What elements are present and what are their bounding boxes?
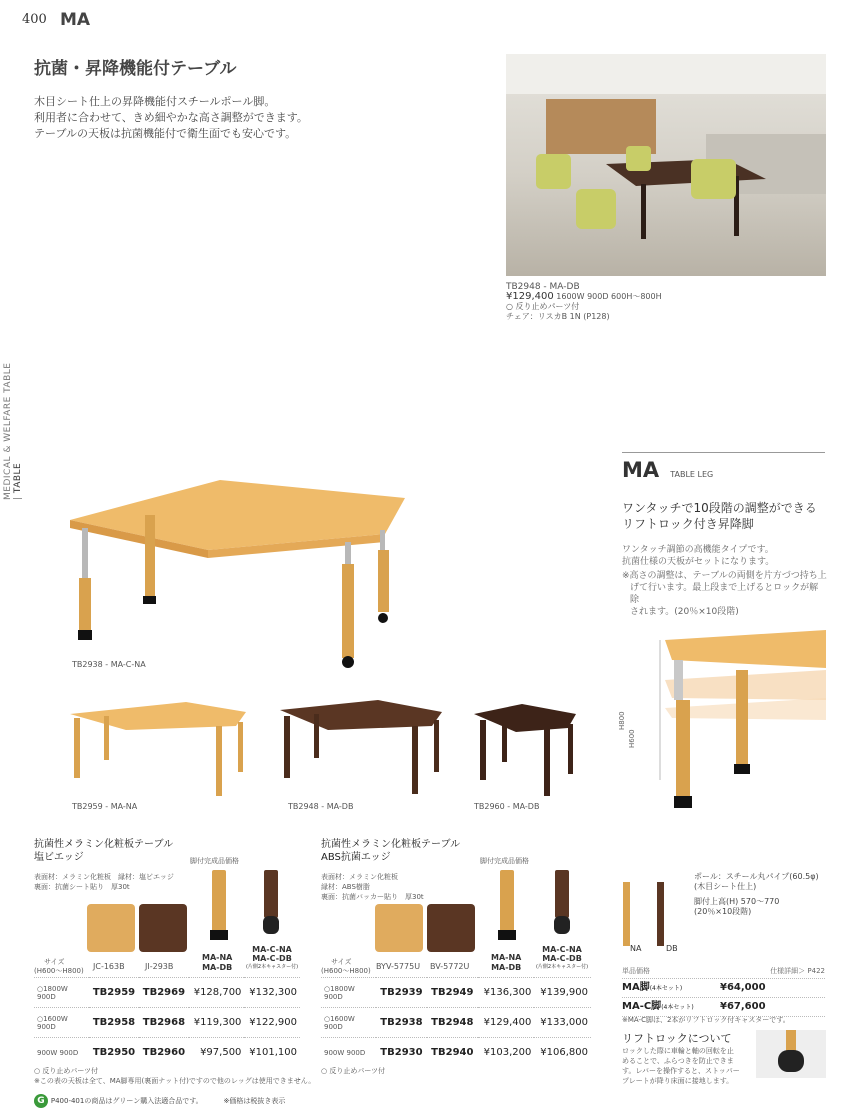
right-spec: 表面材：メラミン化粧板 縁材：ABS樹脂 裏面：抗菌バッカー貼り 厚30t [321,873,424,901]
leg-note: ※MA-C脚は、2本がリフトロック付キャスターです。 [622,1016,790,1024]
left-col4: MA-C-NA MA-C-DB (片側2本キャスター付) [245,945,299,970]
table-row: ○1800W 900D TB2959 TB2969 ¥128,700 ¥132,300 [34,978,300,1008]
leg-price-list: MA脚(4本セット) ¥64,000 MA-C脚(4本セット) ¥67,600 [622,978,825,1017]
liftlock-text: ロックした際に車輪と軸の回転を止 めることで、ふらつきを防止できま す。レバーを操作すると、ストッパー プレートが降り床面に接地します。 [622,1047,740,1085]
table-row: ○1600W 900D TB2958 TB2968 ¥119,300 ¥122,900 [34,1008,300,1038]
left-spec: 表面材：メラミン化粧板 縁材：塩ビエッジ 裏面：抗菌シート貼り 厚30t [34,873,174,891]
leg-description: ワンタッチ調節の高機能タイプです。 抗菌仕様の天板がセットになります。 ※高さの調整は、テーブルの両側を片方づつ持ち上 げて行います。最上段まで上げるとロックが解除 されます。(20％×10段階) [622,545,827,617]
swatch-dark [427,904,475,952]
right-footnote: ○ 反り止めパーツ付 [321,1067,386,1075]
leg-sample-na [623,882,630,946]
height-label-800: H800 [618,711,626,730]
table-illustration-db [278,698,446,798]
right-price-table [321,977,591,1068]
left-footnotes: ○ 反り止めパーツ付 ※この表の天板は全て、MA脚専用(裏面ナット付)ですので他のレッグは使用できません。 [34,1067,316,1085]
left-col2: JI-293B [145,962,174,971]
page-number: 400 [22,12,47,27]
table-illustration-na [66,700,251,800]
leg-header: MA TABLE LEG [622,458,714,482]
height-label-600: H600 [628,729,636,748]
leg-icon-ma [500,870,514,932]
right-price-header: 脚付完成品価格 [480,857,529,865]
table-row: ○1800W 900D TB2939 TB2949 ¥136,300 ¥139,900 [321,978,591,1008]
product-caption: TB2938 - MA-C-NA [72,660,146,669]
swatch-dark [139,904,187,952]
table-row: 900W 900D TB2930 TB2940 ¥103,200 ¥106,800 [321,1038,591,1068]
swatch-natural [375,904,423,952]
intro-text: 木目シート仕上の昇降機能付スチールポール脚。 利用者に合わせて、きめ細やかな高さ調整ができます。 テーブルの天板は抗菌機能付で衛生面でも安心です。 [34,95,308,140]
room-photo [506,54,826,276]
leg-icon-mac [264,870,278,918]
page-title: 抗菌・昇降機能付テーブル [34,59,237,79]
leg-icon-ma [212,870,226,932]
leg-headline: ワンタッチで10段階の調整ができる リフトロック付き昇降脚 [622,501,817,531]
product-caption: TB2948 - MA-DB [288,802,354,811]
product-caption: TB2959 - MA-NA [72,802,138,811]
right-col3: MA-NA MA-DB [491,953,522,972]
leg-icon-mac [555,870,569,918]
photo-caption: TB2948 - MA-DB ¥129,400 1600W 900D 600H～800H ○ 反り止めパーツ付 チェア：リスカB 1N (P128) [506,282,662,321]
product-caption: TB2960 - MA-DB [474,802,540,811]
left-table-title: 抗菌性メラミン化粧板テーブル 塩ビエッジ [34,839,174,863]
single-price-header: 単品価格 仕様詳細＞ P422 [622,967,825,975]
section-title: MA [60,10,91,30]
leg-sample-db [657,882,664,946]
liftlock-title: リフトロックについて [622,1032,732,1045]
leg-spec-text: ポール：スチール丸パイプ(60.5φ) (木目シート仕上) 脚付上高(H) 570～770 (20％×10段階) [694,872,819,916]
swatch-natural [87,904,135,952]
footer: G P400-401の商品はグリーン購入法適合品です。 ※価格は税抜き表示 [34,1094,285,1108]
right-table-title: 抗菌性メラミン化粧板テーブル ABS抗菌エッジ [321,839,461,863]
table-row: ○1600W 900D TB2938 TB2948 ¥129,400 ¥133,000 [321,1008,591,1038]
right-col1: BYV-5775U [376,962,421,971]
left-col1: JC-163B [93,962,125,971]
right-size-label: サイズ (H600～H800) [321,958,371,975]
left-size-label: サイズ (H600～H800) [34,958,84,975]
table-illustration-caster [60,470,420,675]
left-price-table [34,977,300,1068]
left-col3: MA-NA MA-DB [202,953,233,972]
right-col2: BV-5772U [430,962,470,971]
sidebar-label: MEDICAL & WELFARE TABLE | TABLE [3,362,23,500]
leg-label-db: DB [666,944,678,953]
table-illustration-small-db [472,702,580,802]
right-col4: MA-C-NA MA-C-DB (片側2本キャスター付) [535,945,589,970]
leg-label-na: NA [630,944,642,953]
left-price-header: 脚付完成品価格 [190,857,239,865]
leg-height-diagram [610,620,826,820]
liftlock-photo [756,1030,826,1078]
table-row: 900W 900D TB2950 TB2960 ¥97,500 ¥101,100 [34,1038,300,1068]
